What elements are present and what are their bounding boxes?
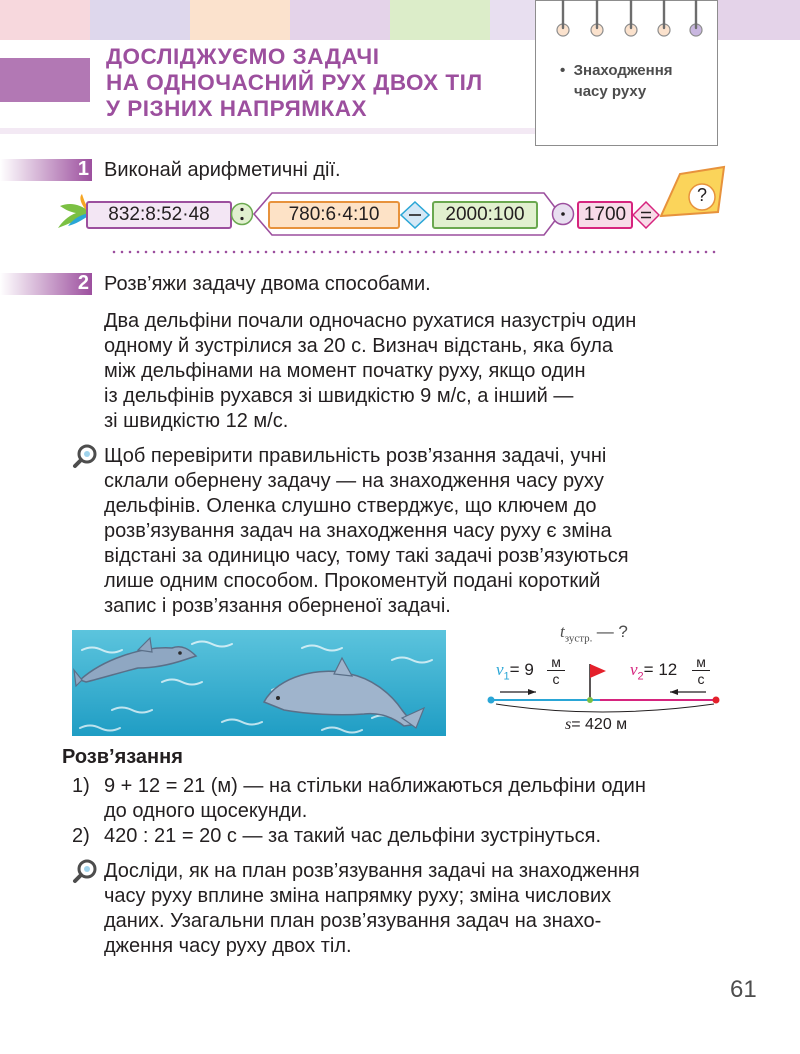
problem-line: між дельфінами на момент початку руху, якщо один: [104, 360, 586, 382]
problem-line: із дельфінів рухався зі швидкістю 9 м/с, а інший —: [104, 385, 574, 407]
notebook-rings-icon: [545, 0, 715, 46]
step-line: до одного щосекунди.: [104, 800, 308, 822]
problem-line: одному й зустрілися за 20 с. Визнач відстань, яка була: [104, 335, 614, 357]
note-line: часу руху: [574, 83, 647, 100]
title-line: НА ОДНОЧАСНИЙ РУХ ДВОХ ТІЛ: [106, 70, 483, 95]
problem-line: зі швидкістю 12 м/с.: [104, 410, 289, 432]
expr-box: 2000:100: [432, 201, 538, 229]
research-line: лише одним способом. Прокоментуй подані короткий: [104, 570, 601, 592]
distance-brace: [496, 704, 714, 712]
note-bullet: •: [560, 62, 566, 79]
start-point-right: [713, 697, 720, 704]
note-line: Знаходження: [573, 62, 673, 79]
magnifier-icon: [72, 858, 98, 884]
speed1-unit: м с: [547, 654, 565, 687]
expr-box: 832:8:52·48: [86, 201, 232, 229]
task1-prompt: Виконай арифметичні дії.: [104, 159, 341, 181]
page-title: [106, 44, 526, 122]
research-line: дельфінів. Оленка слушно стверджує, що ключем до: [104, 495, 597, 517]
header-stripe: [718, 0, 800, 40]
final-research-line: даних. Узагальни план розв’язування задач на знахо-: [104, 910, 602, 932]
answer-placeholder: ?: [696, 185, 707, 205]
topic-note: [560, 60, 710, 102]
header-stripe: [490, 0, 535, 40]
research-line: відстані за одиницю часу, тому такі задачі розв’язуються: [104, 545, 629, 567]
start-point-left: [488, 697, 495, 704]
speed2-label: $v_2= 12$: [630, 660, 678, 683]
research-line: склали обернену задачу — на знаходження часу руху: [104, 470, 604, 492]
problem-line: Два дельфіни почали одночасно рухатися назустріч один: [104, 310, 637, 332]
distance-label: s= 420 м: [565, 716, 628, 733]
header-underline: [0, 128, 535, 134]
title-line: ДОСЛІДЖУЄМО ЗАДАЧІ: [106, 44, 380, 69]
step-number: 1): [72, 775, 90, 797]
solution-title: Розв’язання: [62, 746, 183, 768]
page-number: 61: [730, 976, 757, 1003]
title-line: У РІЗНИХ НАПРЯМКАХ: [106, 96, 368, 121]
divide-op-icon: [230, 201, 254, 227]
speed1-label: $v_1= 9$: [496, 660, 534, 683]
meeting-time-label: [560, 622, 628, 644]
multiply-op-icon: [551, 201, 575, 227]
t-question: — ?: [596, 622, 628, 641]
research-line: запис і розв’язання оберненої задачі.: [104, 595, 451, 617]
task-number-badge: 2: [0, 273, 92, 295]
header-stripe: [390, 0, 490, 40]
step-number: 2): [72, 825, 90, 847]
final-research-line: дження часу руху двох тіл.: [104, 935, 352, 957]
header-stripe: [90, 0, 190, 40]
header-stripe: [190, 0, 290, 40]
t-subscript: зустр.: [564, 632, 593, 645]
expr-box: 780:6·4:10: [268, 201, 400, 229]
section-tab: [0, 58, 90, 102]
t-symbol: t: [560, 622, 565, 641]
research-text: [104, 444, 629, 619]
dotted-divider: [110, 250, 716, 254]
research-line: Щоб перевірити правильність розв’язання задачі, учні: [104, 445, 607, 467]
final-research-text: [104, 859, 640, 959]
value-box: 1700: [577, 201, 633, 229]
equals-op-icon: [632, 201, 660, 229]
problem-text: [104, 309, 636, 434]
solution-step: [72, 824, 601, 849]
task-number-badge: 1: [0, 159, 92, 181]
magnifier-icon: [72, 443, 98, 469]
dolphins-illustration: [72, 630, 446, 736]
minus-op-icon: [400, 201, 430, 229]
flag-icon: [590, 664, 606, 678]
task2-prompt: Розв’яжи задачу двома способами.: [104, 273, 431, 295]
speed2-unit: м с: [692, 654, 710, 687]
research-line: розв’язування задач на знаходження часу руху є зміна: [104, 520, 612, 542]
header-stripe: [290, 0, 390, 40]
header-stripe: [0, 0, 90, 40]
step-line: 9 + 12 = 21 (м) — на стільки наближаються дельфіни один: [104, 775, 646, 797]
step-line: 420 : 21 = 20 с — за такий час дельфіни зустрінуться.: [104, 825, 602, 847]
solution-step: [72, 774, 646, 824]
final-research-line: часу руху вплине зміна напрямку руху; зміна числових: [104, 885, 612, 907]
final-research-line: Досліди, як на план розв’язування задачі на знаходження: [104, 860, 640, 882]
